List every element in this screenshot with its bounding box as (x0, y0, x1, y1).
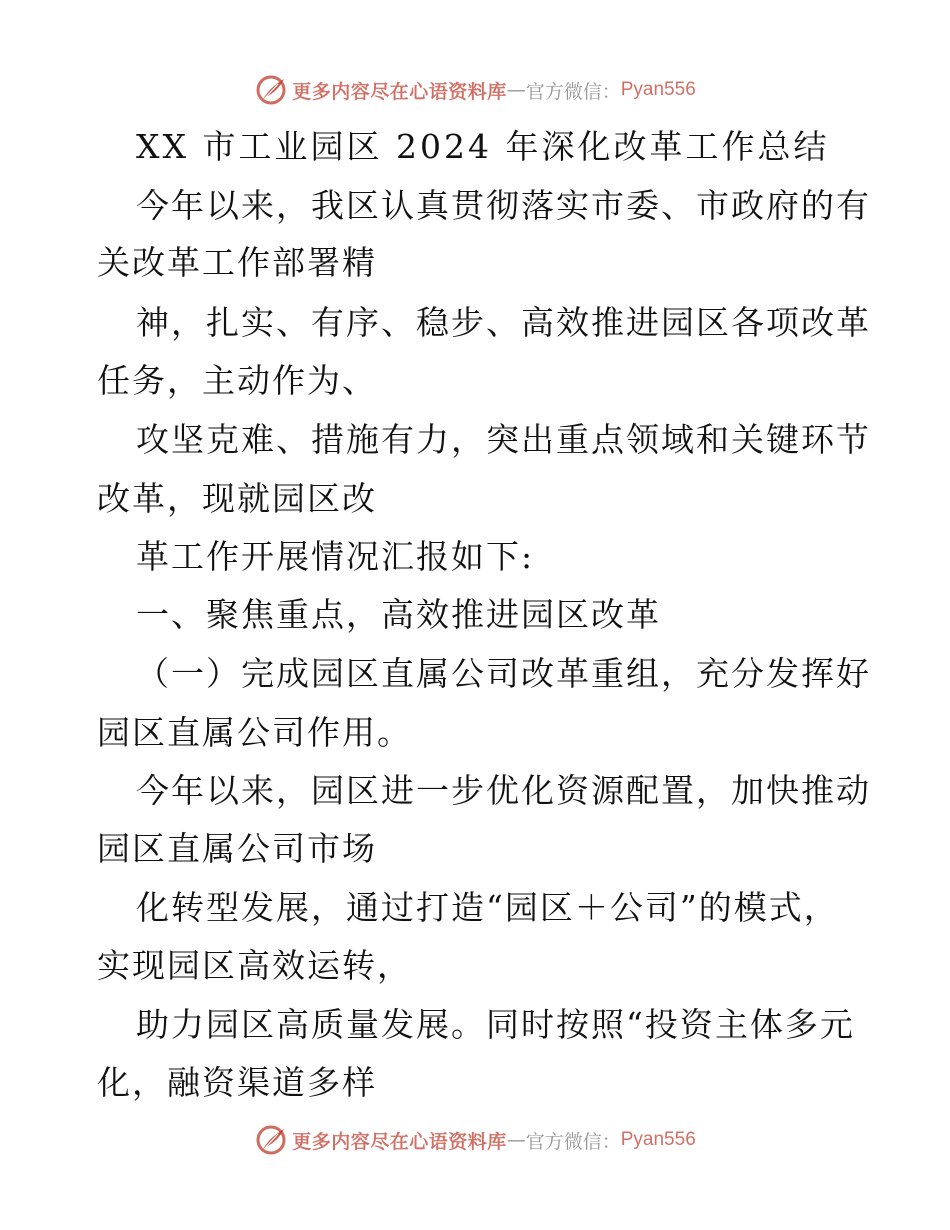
body-line: 化，融资渠道多样 (97, 1063, 377, 1102)
body-line: 园区直属公司市场 (97, 829, 377, 868)
feather-seal-icon (254, 73, 288, 107)
watermark-brand-text: 更多内容尽在心语资料库 (292, 1130, 507, 1153)
watermark-brand-text: 更多内容尽在心语资料库 (292, 80, 507, 103)
body-line: 园区直属公司作用。 (97, 713, 412, 752)
body-line: 关改革工作部署精 (97, 243, 377, 282)
body-line: 今年以来，我区认真贯彻落实市委、市政府的有 (136, 186, 871, 225)
body-line: 化转型发展，通过打造“园区＋公司”的模式， (136, 888, 839, 927)
watermark-contact-id: Pyan556 (620, 79, 696, 100)
body-line: 改革，现就园区改 (97, 479, 377, 518)
watermark-contact-label: 官方微信： (525, 80, 621, 103)
subsection-heading: （一）完成园区直属公司改革重组，充分发挥好 (136, 654, 871, 693)
watermark-contact-id: Pyan556 (620, 1129, 696, 1150)
body-line: 任务，主动作为、 (97, 361, 377, 400)
body-line: 今年以来，园区进一步优化资源配置，加快推动 (136, 771, 871, 810)
feather-seal-icon (254, 1123, 288, 1157)
watermark-contact-label: 官方微信： (525, 1130, 621, 1153)
document-title: XX 市工业园区 2024 年深化改革工作总结 (136, 127, 830, 166)
body-line: 实现园区高效运转， (97, 946, 412, 985)
watermark-separator: — (506, 79, 526, 101)
watermark-separator: — (506, 1129, 526, 1151)
footer-watermark (0, 1120, 950, 1160)
body-line: 革工作开展情况汇报如下: (136, 537, 535, 576)
body-line: 神，扎实、有序、稳步、高效推进园区各项改革 (136, 303, 871, 342)
section-heading: 一、聚焦重点，高效推进园区改革 (136, 595, 661, 634)
body-line: 助力园区高质量发展。同时按照“投资主体多元 (136, 1005, 855, 1044)
header-watermark (0, 70, 950, 110)
body-line: 攻坚克难、措施有力，突出重点领域和关键环节 (136, 420, 871, 459)
